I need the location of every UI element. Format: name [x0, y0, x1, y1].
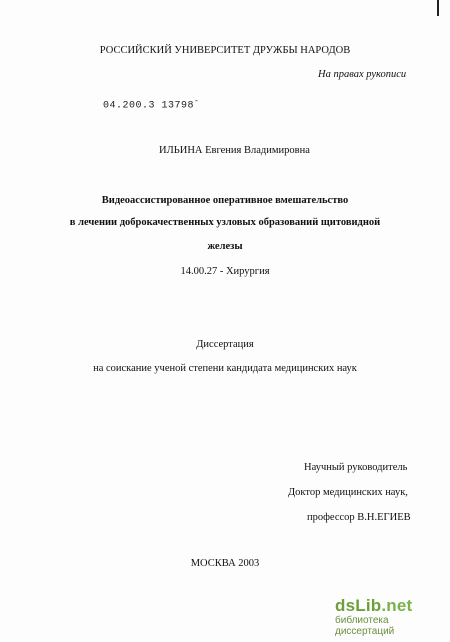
watermark-caption: библиотека диссертаций [335, 615, 395, 637]
stamp-number: 13798 [161, 100, 195, 112]
rights-note: На правах рукописи [318, 69, 407, 80]
dissertation-purpose: на соискание ученой степени кандидата медицинских наук [93, 363, 357, 374]
university-name: РОССИЙСКИЙ УНИВЕРСИТЕТ ДРУЖБЫ НАРОДОВ [99, 45, 351, 56]
watermark-logo-tld: .net [381, 596, 413, 615]
specialty: 14.00.27 - Хирургия [180, 266, 270, 277]
author-name: ИЛЬИНА Евгения Владимировна [159, 145, 310, 156]
archive-stamp [103, 95, 199, 112]
dslib-watermark [335, 596, 445, 637]
watermark-logo [335, 596, 445, 616]
scan-edge-mark [437, 0, 439, 16]
title-line-3: железы [207, 241, 243, 252]
stamp-suffix: - [194, 97, 200, 106]
title-line-2: в лечении доброкачественных узловых образований щитовидной [69, 217, 381, 228]
supervisor-degree: Доктор медицинских наук, [288, 487, 408, 498]
title-line-1: Видеоассистированное оперативное вмешательство [101, 195, 349, 206]
supervisor-name: профессор В.Н.ЕГИЕВ [307, 512, 411, 523]
supervisor-label: Научный руководитель [304, 462, 408, 473]
dissertation-label: Диссертация [196, 339, 254, 350]
watermark-logo-main: dsLib [335, 596, 382, 615]
city-year: МОСКВА 2003 [190, 558, 260, 569]
stamp-prefix: 04.200.3 [103, 100, 156, 112]
